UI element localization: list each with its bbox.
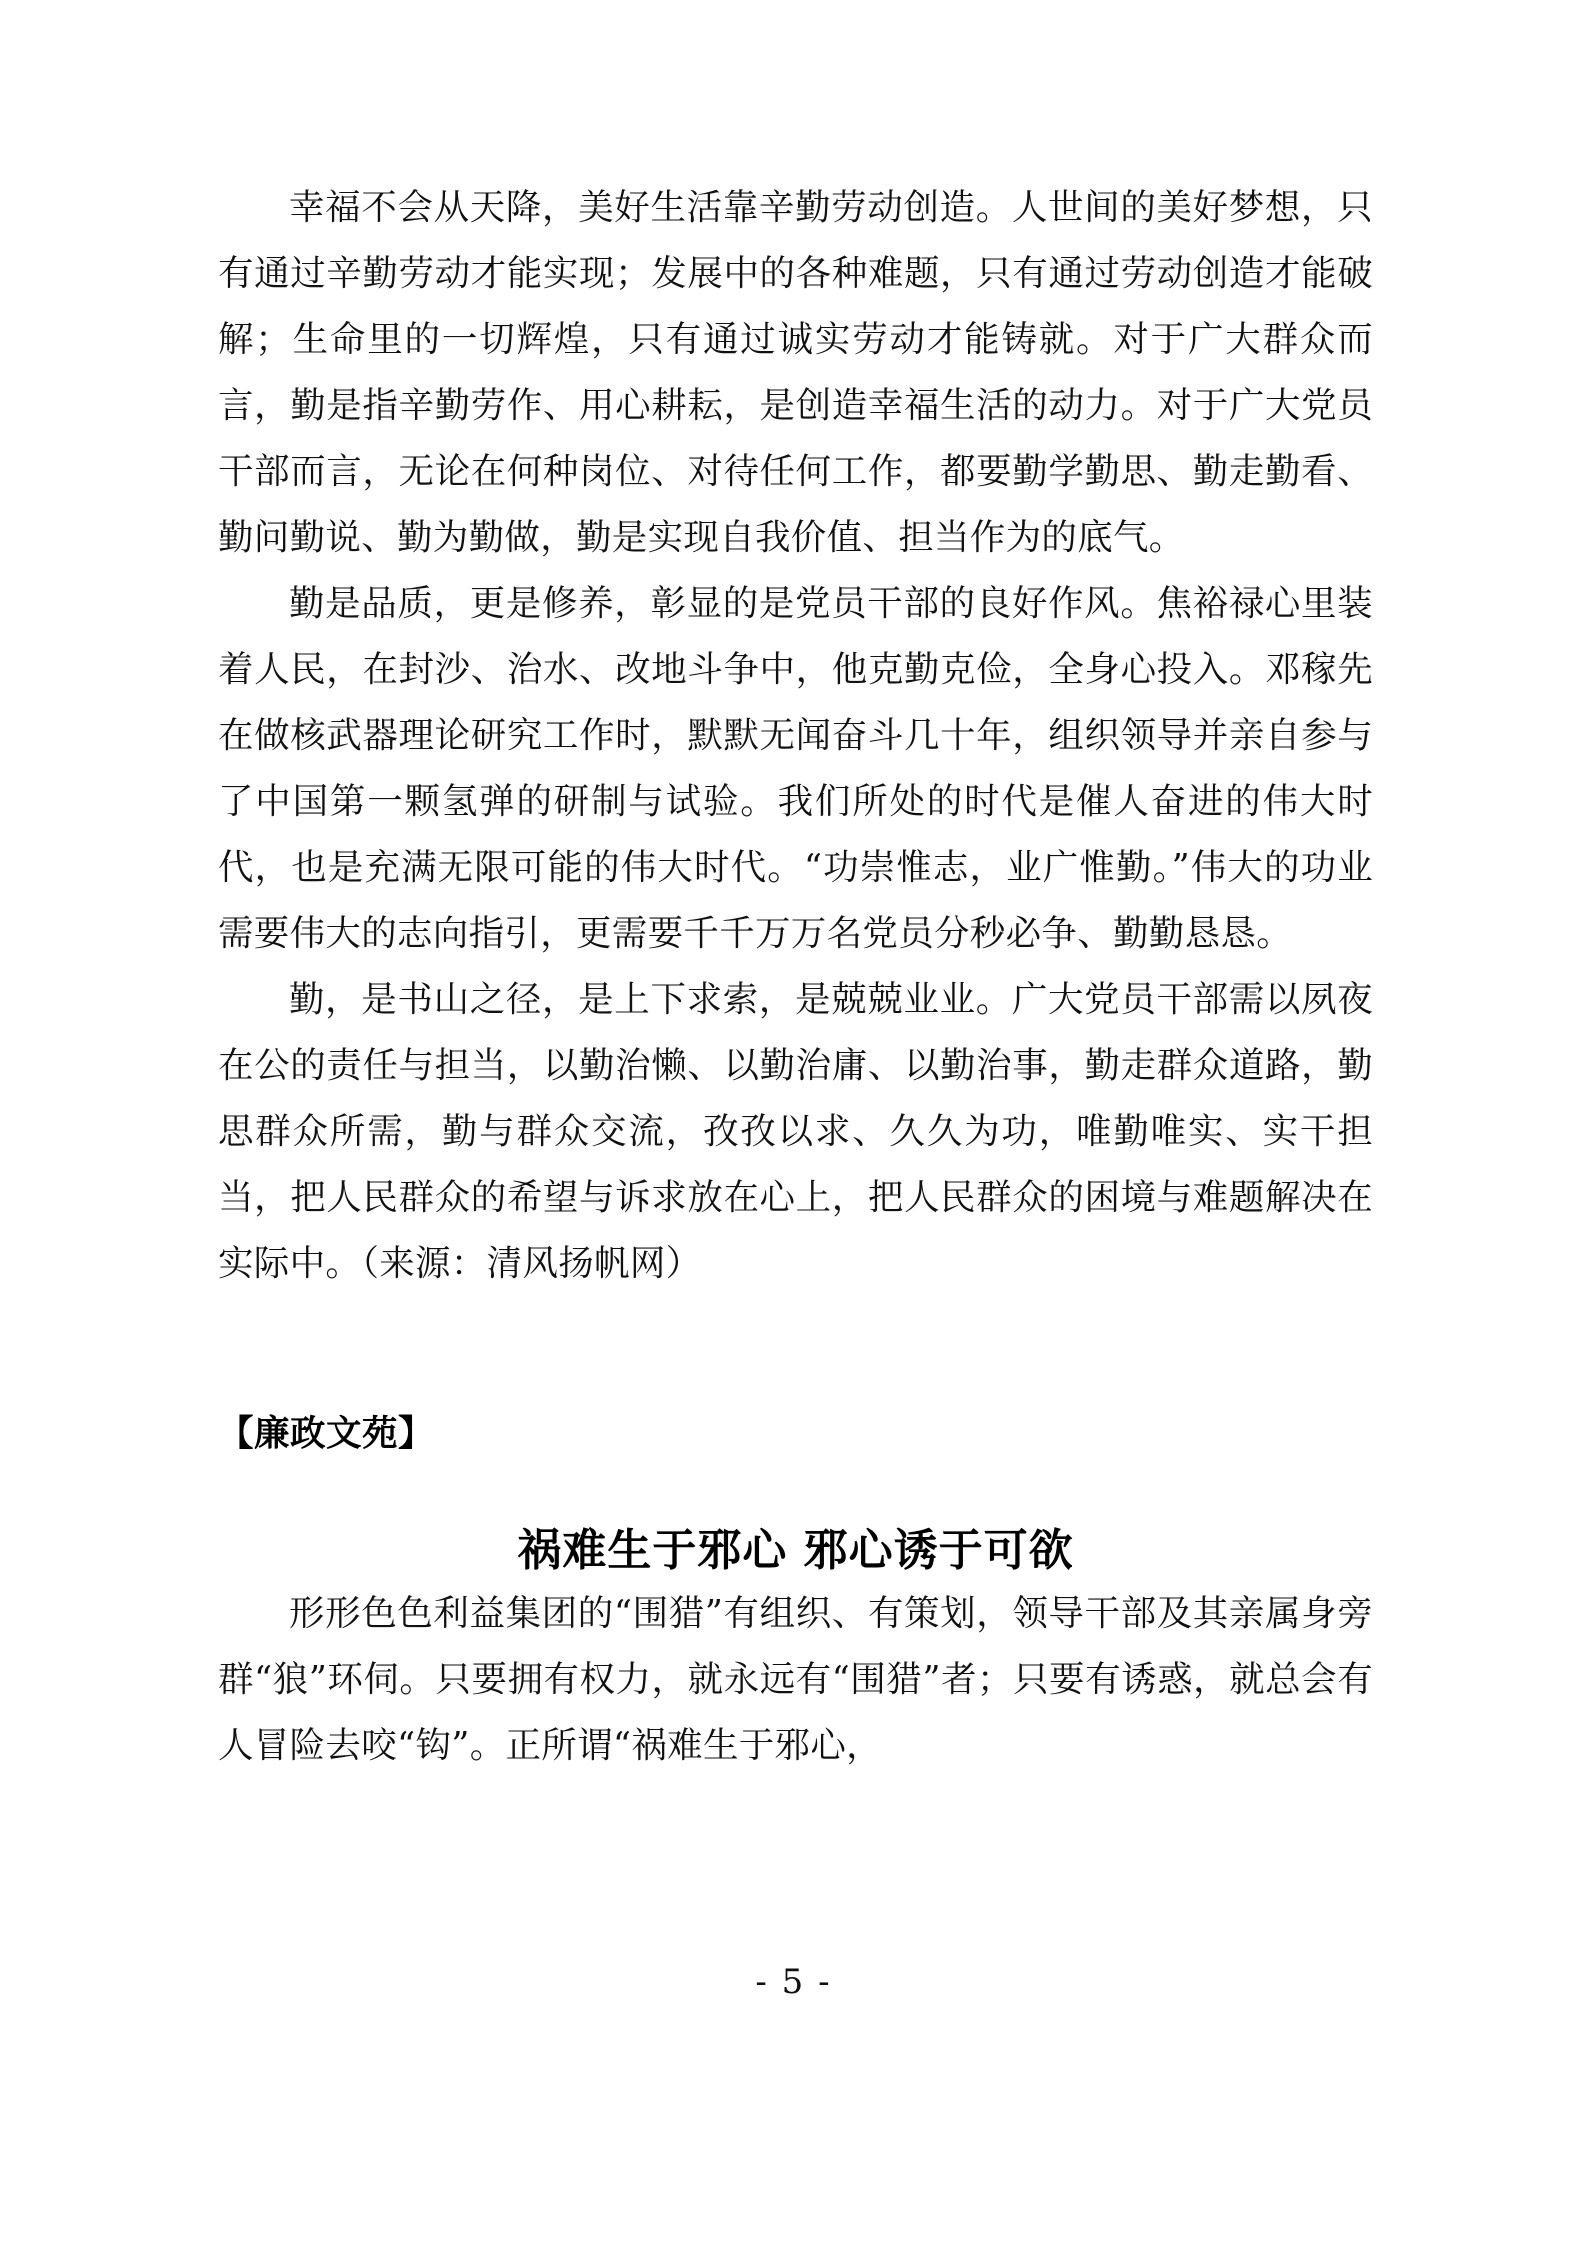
article-paragraph-1: 形形色色利益集团的“围猎”有组织、有策划，领导干部及其亲属身旁群“狼”环伺。只要拥有权力，就永远有“围猎”者；只要有诱惑，就总会有人冒险去咬“钩”。正所谓“祸难生于邪心， (218, 1593, 1373, 1766)
page-content (218, 175, 1373, 1779)
paragraph-3: 勤，是书山之径，是上下求索，是兢兢业业。广大党员干部需以夙夜在公的责任与担当，以勤治懒、以勤治庸、以勤治事，勤走群众道路，勤思群众所需，勤与群众交流，孜孜以求、久久为功，唯勤唯实、实干担当，把人民群众的希望与诉求放在心上，把人民群众的困境与难题解决在实际中。（来源：清风扬帆网） (218, 979, 1373, 1284)
section-heading: 【廉政文苑】 (218, 1413, 435, 1454)
page-number: - 5 - (755, 1962, 832, 2002)
article-title: 祸难生于邪心 邪心诱于可欲 (517, 1525, 1074, 1576)
paragraph-2: 勤是品质，更是修养，彰显的是党员干部的良好作风。焦裕禄心里装着人民，在封沙、治水、改地斗争中，他克勤克俭，全身心投入。邓稼先在做核武器理论研究工作时，默默无闻奋斗几十年，组织领导并亲自参与了中国第一颗氢弹的研制与试验。我们所处的时代是催人奋进的伟大时代，也是充满无限可能的伟大时代。“功崇惟志，业广惟勤。”伟大的功业需要伟大的志向指引，更需要千千万万名党员分秒必争、勤勤恳恳。 (218, 583, 1373, 954)
paragraph-1: 幸福不会从天降，美好生活靠辛勤劳动创造。人世间的美好梦想，只有通过辛勤劳动才能实现；发展中的各种难题，只有通过劳动创造才能破解；生命里的一切辉煌，只有通过诚实劳动才能铸就。对于广大群众而言，勤是指辛勤劳作、用心耕耘，是创造幸福生活的动力。对于广大党员干部而言，无论在何种岗位、对待任何工作，都要勤学勤思、勤走勤看、勤问勤说、勤为勤做，勤是实现自我价值、担当作为的底气。 (218, 187, 1373, 558)
